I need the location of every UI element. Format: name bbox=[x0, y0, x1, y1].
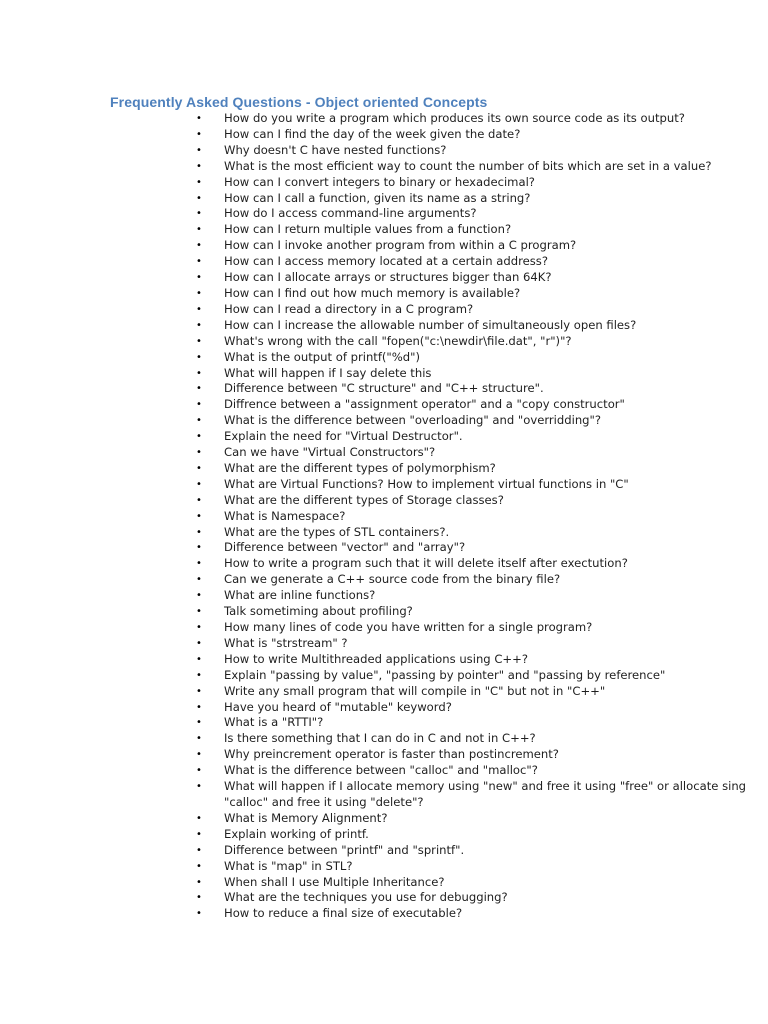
faq-item bbox=[0, 652, 768, 668]
faq-question-text: How can I read a directory in a C program? bbox=[224, 301, 474, 316]
bullet-icon: • bbox=[196, 367, 202, 379]
bullet-icon: • bbox=[196, 733, 202, 745]
faq-question-text: What is "strstream" ? bbox=[224, 635, 348, 650]
bullet-icon: • bbox=[196, 144, 202, 156]
faq-item bbox=[0, 859, 768, 875]
faq-item bbox=[0, 684, 768, 700]
faq-question-text: Is there something that I can do in C and not in C++? bbox=[224, 731, 536, 746]
bullet-icon: • bbox=[196, 812, 202, 824]
bullet-icon: • bbox=[196, 590, 202, 602]
faq-question-text: How can I find the day of the week given the date? bbox=[224, 126, 521, 141]
faq-question-text: Difference between "vector" and "array"? bbox=[224, 540, 466, 555]
faq-item bbox=[0, 127, 768, 143]
faq-question-text: How many lines of code you have written for a single program? bbox=[224, 620, 593, 634]
faq-question-text: What's wrong with the call "fopen("c:\newdir\file.dat", "r")"? bbox=[224, 333, 572, 348]
faq-item bbox=[0, 779, 768, 811]
faq-question-text: Explain working of printf. bbox=[224, 826, 369, 841]
bullet-icon: • bbox=[196, 908, 202, 920]
bullet-icon: • bbox=[196, 224, 202, 236]
faq-question-text: How can I increase the allowable number of simultaneously open files? bbox=[224, 317, 637, 332]
bullet-icon: • bbox=[196, 192, 202, 204]
faq-item bbox=[0, 604, 768, 620]
faq-question-text: What are the different types of Storage classes? bbox=[224, 492, 504, 507]
bullet-icon: • bbox=[196, 462, 202, 474]
faq-item bbox=[0, 270, 768, 286]
faq-item bbox=[0, 191, 768, 207]
bullet-icon: • bbox=[196, 447, 202, 459]
faq-item bbox=[0, 875, 768, 891]
bullet-icon: • bbox=[196, 701, 202, 713]
faq-item bbox=[0, 302, 768, 318]
document-title: Frequently Asked Questions - Object oriented Concepts bbox=[110, 94, 488, 110]
bullet-icon: • bbox=[196, 892, 202, 904]
faq-item bbox=[0, 747, 768, 763]
faq-item bbox=[0, 556, 768, 572]
faq-item bbox=[0, 636, 768, 652]
faq-item bbox=[0, 429, 768, 445]
faq-item bbox=[0, 143, 768, 159]
faq-list bbox=[0, 111, 768, 922]
bullet-icon: • bbox=[196, 844, 202, 856]
bullet-icon: • bbox=[196, 351, 202, 363]
bullet-icon: • bbox=[196, 669, 202, 681]
bullet-icon: • bbox=[196, 176, 202, 188]
faq-item bbox=[0, 525, 768, 541]
faq-item bbox=[0, 350, 768, 366]
faq-item bbox=[0, 254, 768, 270]
faq-question-text: How can I find out how much memory is available? bbox=[224, 285, 521, 300]
faq-item bbox=[0, 540, 768, 556]
faq-item bbox=[0, 461, 768, 477]
bullet-icon: • bbox=[196, 128, 202, 140]
faq-item bbox=[0, 700, 768, 716]
faq-item bbox=[0, 238, 768, 254]
faq-question-text: Why preincrement operator is faster than postincrement? bbox=[224, 747, 559, 762]
bullet-icon: • bbox=[196, 606, 202, 618]
bullet-icon: • bbox=[196, 749, 202, 761]
faq-question-text: Can we have "Virtual Constructors"? bbox=[224, 445, 436, 460]
faq-item bbox=[0, 763, 768, 779]
faq-item bbox=[0, 318, 768, 334]
faq-item bbox=[0, 493, 768, 509]
faq-item bbox=[0, 381, 768, 397]
faq-item bbox=[0, 731, 768, 747]
faq-question-text: What are Virtual Functions? How to implement virtual functions in "C" bbox=[224, 476, 629, 491]
bullet-icon: • bbox=[196, 240, 202, 252]
faq-question-text: What are the types of STL containers?. bbox=[224, 524, 450, 539]
bullet-icon: • bbox=[196, 113, 202, 124]
faq-question-text: Diffrence between a "assignment operator" and a "copy constructor" bbox=[224, 397, 625, 412]
bullet-icon: • bbox=[196, 478, 202, 490]
faq-question-text: How can I access memory located at a certain address? bbox=[224, 254, 548, 269]
bullet-icon: • bbox=[196, 303, 202, 315]
faq-question-text: How can I return multiple values from a function? bbox=[224, 222, 512, 237]
faq-item bbox=[0, 397, 768, 413]
faq-question-text: Difference between "printf" and "sprintf". bbox=[224, 842, 465, 857]
faq-question-text: What is the difference between "overloading" and "overridding"? bbox=[224, 413, 602, 428]
faq-item bbox=[0, 827, 768, 843]
bullet-icon: • bbox=[196, 781, 202, 793]
bullet-icon: • bbox=[196, 653, 202, 665]
faq-question-text: How can I allocate arrays or structures bigger than 64K? bbox=[224, 270, 552, 285]
faq-item bbox=[0, 906, 768, 922]
faq-question-text: Write any small program that will compile in "C" but not in "C++" bbox=[224, 683, 606, 698]
bullet-icon: • bbox=[196, 256, 202, 268]
bullet-icon: • bbox=[196, 860, 202, 872]
faq-item bbox=[0, 811, 768, 827]
faq-question-text: Talk sometiming about profiling? bbox=[224, 604, 413, 619]
faq-question-text: What is "map" in STL? bbox=[224, 858, 353, 873]
faq-item bbox=[0, 175, 768, 191]
faq-item bbox=[0, 572, 768, 588]
faq-item bbox=[0, 111, 768, 127]
faq-item bbox=[0, 445, 768, 461]
bullet-icon: • bbox=[196, 637, 202, 649]
bullet-icon: • bbox=[196, 622, 202, 633]
faq-item bbox=[0, 366, 768, 382]
faq-question-text: What is Memory Alignment? bbox=[224, 810, 388, 825]
bullet-icon: • bbox=[196, 685, 202, 697]
faq-item bbox=[0, 715, 768, 731]
faq-item bbox=[0, 890, 768, 906]
faq-question-text: What will happen if I allocate memory using "new" and free it using "free" or allocate sing "calloc" and free it using "delete"? bbox=[224, 779, 747, 809]
bullet-icon: • bbox=[196, 494, 202, 506]
faq-item bbox=[0, 477, 768, 493]
faq-question-text: What is a "RTTI"? bbox=[224, 715, 324, 730]
faq-question-text: What are inline functions? bbox=[224, 588, 376, 603]
faq-item bbox=[0, 413, 768, 429]
bullet-icon: • bbox=[196, 272, 202, 284]
faq-question-text: Explain the need for "Virtual Destructor". bbox=[224, 429, 463, 444]
faq-question-text: How do I access command-line arguments? bbox=[224, 206, 477, 221]
faq-question-text: What are the techniques you use for debugging? bbox=[224, 890, 508, 905]
bullet-icon: • bbox=[196, 335, 202, 347]
bullet-icon: • bbox=[196, 574, 202, 586]
faq-question-text: Can we generate a C++ source code from the binary file? bbox=[224, 572, 561, 587]
bullet-icon: • bbox=[196, 876, 202, 888]
bullet-icon: • bbox=[196, 526, 202, 538]
bullet-icon: • bbox=[196, 287, 202, 299]
bullet-icon: • bbox=[196, 828, 202, 840]
faq-question-text: Explain "passing by value", "passing by pointer" and "passing by reference" bbox=[224, 667, 666, 682]
faq-question-text: How can I invoke another program from within a C program? bbox=[224, 238, 577, 253]
bullet-icon: • bbox=[196, 383, 202, 395]
faq-question-text: What will happen if I say delete this bbox=[224, 365, 432, 380]
bullet-icon: • bbox=[196, 399, 202, 411]
faq-question-text: How to write Multithreaded applications using C++? bbox=[224, 651, 529, 666]
bullet-icon: • bbox=[196, 319, 202, 331]
bullet-icon: • bbox=[196, 765, 202, 777]
bullet-icon: • bbox=[196, 208, 202, 220]
faq-question-text: What is the difference between "calloc" and "malloc"? bbox=[224, 763, 538, 778]
faq-question-text: What is Namespace? bbox=[224, 508, 346, 523]
faq-question-text: How can I convert integers to binary or hexadecimal? bbox=[224, 174, 535, 189]
faq-question-text: Difference between "C structure" and "C++ structure". bbox=[224, 381, 544, 396]
faq-item bbox=[0, 620, 768, 636]
faq-question-text: What are the different types of polymorphism? bbox=[224, 460, 496, 475]
bullet-icon: • bbox=[196, 542, 202, 554]
faq-question-text: Have you heard of "mutable" keyword? bbox=[224, 699, 452, 714]
faq-item bbox=[0, 286, 768, 302]
faq-question-text: What is the most efficient way to count the number of bits which are set in a value? bbox=[224, 158, 712, 173]
faq-question-text: Why doesn't C have nested functions? bbox=[224, 142, 447, 157]
bullet-icon: • bbox=[196, 431, 202, 443]
bullet-icon: • bbox=[196, 558, 202, 570]
faq-question-text: When shall I use Multiple Inheritance? bbox=[224, 874, 445, 889]
faq-item bbox=[0, 206, 768, 222]
faq-item bbox=[0, 222, 768, 238]
bullet-icon: • bbox=[196, 510, 202, 522]
faq-item bbox=[0, 843, 768, 859]
faq-question-text: How can I call a function, given its name as a string? bbox=[224, 190, 531, 205]
bullet-icon: • bbox=[196, 160, 202, 172]
faq-item bbox=[0, 509, 768, 525]
faq-question-text: How do you write a program which produces its own source code as its output? bbox=[224, 111, 685, 125]
faq-question-text: How to reduce a final size of executable? bbox=[224, 906, 463, 921]
faq-item bbox=[0, 588, 768, 604]
bullet-icon: • bbox=[196, 415, 202, 427]
faq-item bbox=[0, 334, 768, 350]
faq-item bbox=[0, 159, 768, 175]
faq-question-text: How to write a program such that it will delete itself after exectution? bbox=[224, 556, 628, 571]
bullet-icon: • bbox=[196, 717, 202, 729]
faq-question-text: What is the output of printf("%d") bbox=[224, 349, 421, 364]
faq-item bbox=[0, 668, 768, 684]
